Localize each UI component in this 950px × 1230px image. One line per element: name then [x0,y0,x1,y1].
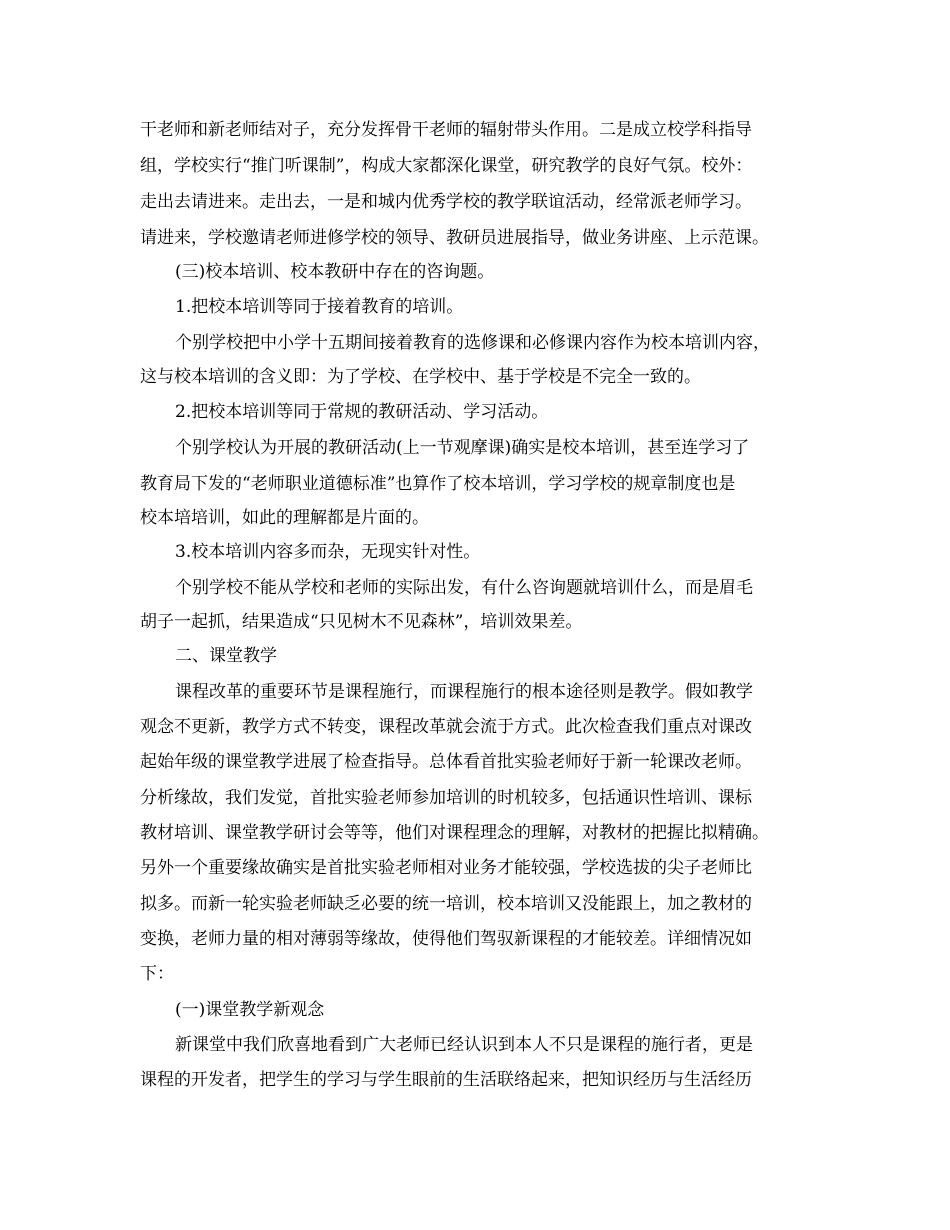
subsection-heading: 3.校本培训内容多而杂，无现实针对性。 [175,542,481,562]
paragraph-line: 下： [140,964,174,984]
section-heading: (一)课堂教学新观念 [175,1000,325,1020]
paragraph-line: 变换，老师力量的相对薄弱等缘故，使得他们驾驭新课程的才能较差。详细情况如 [140,929,752,949]
paragraph-line: 教材培训、课堂教学研讨会等等，他们对课程理念的理解，对教材的把握比拟精确。 [140,823,769,843]
paragraph-line: 观念不更新，教学方式不转变，课程改革就会流于方式。此次检查我们重点对课改 [140,717,752,737]
paragraph-line: 课程改革的重要环节是课程施行，而课程施行的根本途径则是教学。假如教学 [175,682,753,702]
paragraph-line: 个别学校把中小学十五期间接着教育的选修课和必修课内容作为校本培训内容， [175,333,770,353]
paragraph-line: 另外一个重要缘故确实是首批实验老师相对业务才能较强，学校选拔的尖子老师比 [140,858,752,878]
paragraph-line: 这与校本培训的含义即：为了学校、在学校中、基于学校是不完全一致的。 [140,367,701,387]
paragraph-line: 胡子一起抓，结果造成“只见树木不见森林”，培训效果差。 [140,612,583,632]
paragraph-line: 教育局下发的“老师职业道德标准”也算作了校本培训，学习学校的规章制度也是 [140,474,736,494]
paragraph-line: 新课堂中我们欣喜地看到广大老师已经认识到本人不只是课程的施行者，更是 [175,1035,753,1055]
subsection-heading: 1.把校本培训等同于接着教育的培训。 [175,297,464,317]
paragraph-line: 起始年级的课堂教学进展了检查指导。总体看首批实验老师好于新一轮课改老师。 [140,752,752,772]
paragraph-line: 组，学校实行“推门听课制”，构成大家都深化课堂，研究教学的良好气氛。校外： [140,156,753,176]
paragraph-line: 干老师和新老师结对子，充分发挥骨干老师的辐射带头作用。二是成立校学科指导 [140,120,752,140]
paragraph-line: 课程的开发者，把学生的学习与学生眼前的生活联络起来，把知识经历与生活经历 [140,1070,752,1090]
paragraph-line: 走出去请进来。走出去，一是和城内优秀学校的教学联谊活动，经常派老师学习。 [140,192,752,212]
paragraph-line: 请进来，学校邀请老师进修学校的领导、教研员进展指导，做业务讲座、上示范课。 [140,228,769,248]
section-heading: (三)校本培训、校本教研中存在的咨询题。 [175,262,495,282]
subsection-heading: 2.把校本培训等同于常规的教研活动、学习活动。 [175,402,549,422]
paragraph-line: 校本培培训，如此的理解都是片面的。 [140,508,429,528]
paragraph-line: 拟多。而新一轮实验老师缺乏必要的统一培训，校本培训又没能跟上，加之教材的 [140,894,752,914]
paragraph-line: 个别学校认为开展的教研活动(上一节观摩课)确实是校本培训，甚至连学习了 [175,438,750,458]
paragraph-line: 个别学校不能从学校和老师的实际出发，有什么咨询题就培训什么，而是眉毛 [175,578,753,598]
paragraph-line: 分析缘故，我们发觉，首批实验老师参加培训的时机较多，包括通识性培训、课标 [140,788,752,808]
section-heading: 二、课堂教学 [175,646,277,666]
